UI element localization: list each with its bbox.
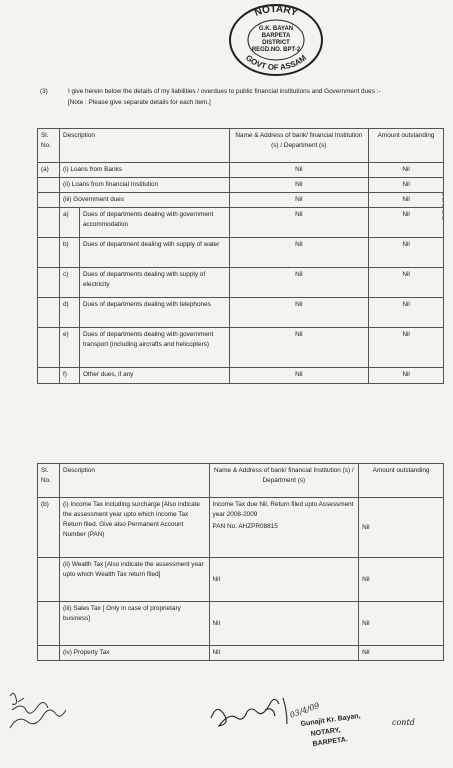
header-sl: Sl. No. bbox=[38, 129, 60, 163]
seal-center bbox=[250, 26, 302, 54]
table-row bbox=[38, 268, 444, 298]
table-row bbox=[38, 208, 444, 238]
cell-name bbox=[209, 498, 359, 558]
cell-amount: Nil bbox=[359, 602, 444, 646]
margin-scribble: ~ ~ ~ ~ ~ bbox=[440, 191, 447, 220]
cell-name: Nil bbox=[229, 178, 369, 193]
notary-seal bbox=[226, 2, 326, 78]
cell-desc: (i) Loans from Banks bbox=[59, 163, 229, 178]
cell-desc: Dues of departments dealing with telephones bbox=[79, 298, 229, 328]
cell-desc: (ii) Wealth Tax [Also indicate the assessment year upto which Wealth Tax return filed] bbox=[59, 558, 209, 602]
section-number: (3) bbox=[40, 88, 48, 95]
cell-name-text: Income Tax due Nil, Return filed upto Assessment year 2008-2009 bbox=[212, 501, 354, 518]
header-description: Description bbox=[59, 129, 229, 163]
cell-sl bbox=[38, 368, 60, 384]
cell-sl bbox=[38, 602, 60, 646]
cell-desc: (iv) Property Tax bbox=[59, 646, 209, 661]
header-amount: Amount outstanding bbox=[359, 464, 444, 498]
table-row bbox=[38, 298, 444, 328]
cell-amount: Nil bbox=[369, 163, 444, 178]
cell-desc: Dues of departments dealing with government accommodation bbox=[79, 208, 229, 238]
cell-sub: b) bbox=[59, 238, 79, 268]
cell-sl bbox=[38, 328, 60, 368]
table-row bbox=[38, 498, 444, 558]
cell-amount: Nil bbox=[369, 328, 444, 368]
continued-note: contd bbox=[392, 718, 415, 727]
cell-amount: Nil bbox=[359, 558, 444, 602]
cell-pan-text: PAN No. AHZPR08815 bbox=[212, 523, 278, 530]
svg-text:GOVT OF ASSAM bbox=[244, 53, 308, 72]
table-row bbox=[38, 646, 444, 661]
cell-desc: (ii) Loans from financial Institution bbox=[59, 178, 229, 193]
header-name-address: Name & Address of bank/ financial Institution (s) / Department (s) bbox=[229, 129, 369, 163]
intro-note: [Note : Please give separate details for each item.] bbox=[68, 99, 211, 106]
cell-name: Nil bbox=[209, 646, 359, 661]
cell-sub: c) bbox=[59, 268, 79, 298]
table-header-row bbox=[38, 464, 444, 498]
cell-sl: (a) bbox=[38, 163, 60, 178]
cell-name: Nil bbox=[229, 268, 369, 298]
cell-sl bbox=[38, 208, 60, 238]
cell-amount: Nil bbox=[369, 268, 444, 298]
cell-name: Nil bbox=[229, 298, 369, 328]
seal-line2: BARPETA DISTRICT bbox=[261, 33, 291, 46]
cell-desc: Dues of departments dealing with government transport (including aircrafts and helicopters) bbox=[79, 328, 229, 368]
liabilities-table-a bbox=[37, 128, 444, 384]
header-name-address: Name & Address of bank/ financial Institution (s) / Department (s) bbox=[209, 464, 359, 498]
table-row bbox=[38, 558, 444, 602]
cell-name: Nil bbox=[209, 558, 359, 602]
signature-date: 03/4/09 bbox=[288, 700, 321, 720]
header-sl: Sl. No. bbox=[38, 464, 60, 498]
cell-amount: Nil bbox=[369, 368, 444, 384]
cell-sl bbox=[38, 268, 60, 298]
liabilities-table-b bbox=[37, 463, 444, 661]
cell-sl bbox=[38, 298, 60, 328]
cell-sl bbox=[38, 178, 60, 193]
cell-desc: Dues of department dealing with supply of water bbox=[79, 238, 229, 268]
seal-bottom-text: GOVT OF ASSAM bbox=[243, 53, 309, 73]
cell-name: Nil bbox=[209, 602, 359, 646]
cell-amount: Nil bbox=[369, 238, 444, 268]
cell-name: Nil bbox=[229, 238, 369, 268]
stamp-line1: Gunajit Kr. Bayan, bbox=[300, 712, 361, 728]
cell-amount: Nil bbox=[359, 498, 444, 558]
cell-name: Nil bbox=[229, 368, 369, 384]
table-header-row bbox=[38, 129, 444, 163]
cell-desc: (i) Income Tax including surcharge [Also indicate the assessment year upto which income Tax Return filed. Give also Permanent Account Number (PAN) bbox=[59, 498, 209, 558]
cell-sub: d) bbox=[59, 298, 79, 328]
cell-sub: f) bbox=[59, 368, 79, 384]
cell-desc: (iii) Government dues bbox=[59, 193, 229, 208]
seal-top-text: NOTARY bbox=[253, 3, 299, 19]
intro-line1: I give herein below the details of my liabilities / overdues to public financial institutions and Government dues :- bbox=[68, 88, 381, 95]
cell-name: Nil bbox=[229, 208, 369, 238]
cell-amount: Nil bbox=[369, 178, 444, 193]
signature-scribble-icon bbox=[205, 688, 365, 754]
stamp-line2: NOTARY, bbox=[310, 726, 341, 738]
table-row bbox=[38, 178, 444, 193]
cell-amount: Nil bbox=[369, 193, 444, 208]
cell-sl bbox=[38, 558, 60, 602]
cell-name: Nil bbox=[229, 193, 369, 208]
seal-line3: REGD.NO. BPT-2 bbox=[251, 47, 301, 53]
stamp-line3: BARPETA. bbox=[312, 736, 349, 748]
seal-line1: G.K. BAYAN bbox=[258, 26, 294, 32]
cell-name: Nil bbox=[229, 328, 369, 368]
header-amount: Amount outstanding bbox=[369, 129, 444, 163]
cell-name: Nil bbox=[229, 163, 369, 178]
cell-sl bbox=[38, 193, 60, 208]
notary-signature-block bbox=[205, 688, 365, 754]
handwritten-initials-icon bbox=[4, 688, 84, 748]
header-description: Description bbox=[59, 464, 209, 498]
cell-sub: a) bbox=[59, 208, 79, 238]
cell-desc: Dues of departments dealing with supply of electricity bbox=[79, 268, 229, 298]
table-row bbox=[38, 193, 444, 208]
table-row bbox=[38, 368, 444, 384]
cell-sl bbox=[38, 646, 60, 661]
cell-amount: Nil bbox=[369, 298, 444, 328]
table-row bbox=[38, 602, 444, 646]
table-row bbox=[38, 163, 444, 178]
cell-amount: Nil bbox=[369, 208, 444, 238]
cell-amount: Nil bbox=[359, 646, 444, 661]
cell-sl bbox=[38, 238, 60, 268]
cell-desc: Other dues, if any bbox=[79, 368, 229, 384]
cell-sub: e) bbox=[59, 328, 79, 368]
table-row bbox=[38, 238, 444, 268]
cell-sl: (b) bbox=[38, 498, 60, 558]
cell-desc: (iii) Sales Tax [ Only in case of proprietary business] bbox=[59, 602, 209, 646]
table-row bbox=[38, 328, 444, 368]
